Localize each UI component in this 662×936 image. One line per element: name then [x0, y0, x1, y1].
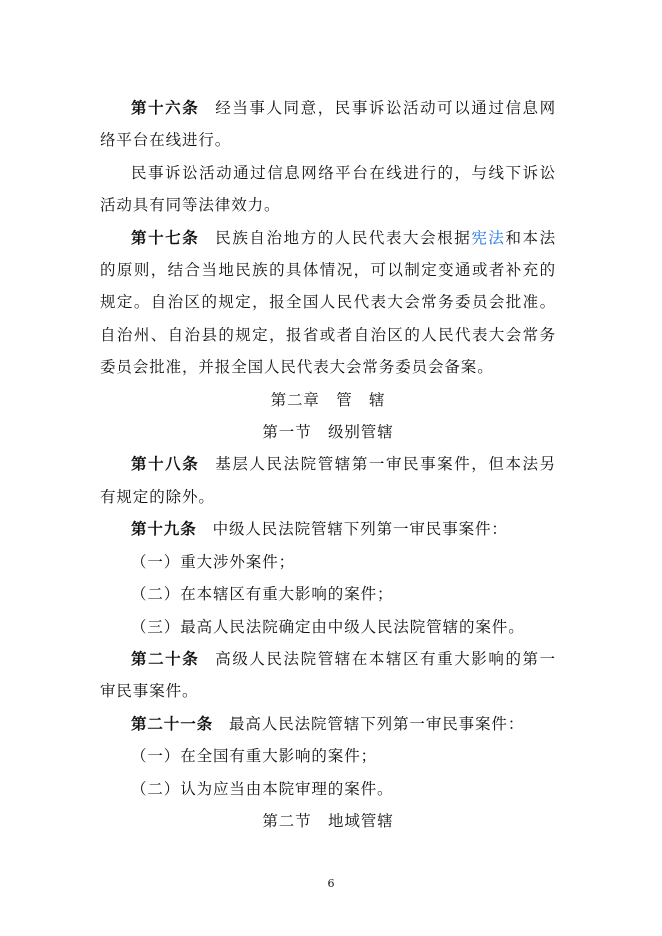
section-heading-1: 第一节 级别管辖 [262, 423, 394, 442]
article-16-text: 经当事人同意，民事诉讼活动可以通过信息网络平台在线进行。 [100, 99, 556, 150]
article-21-item: （二）认为应当由本院审理的案件。 [131, 779, 394, 798]
article-19 [100, 513, 556, 545]
document-body [100, 92, 556, 837]
article-19-label: 第十九条 [131, 520, 197, 539]
article-20-text: 高级人民法院管辖在本辖区有重大影响的第一审民事案件。 [100, 649, 556, 701]
article-18-text: 基层人民法院管辖第一审民事案件，但本法另有规定的除外。 [100, 455, 556, 506]
page-number: 6 [327, 877, 335, 890]
article-16-label: 第十六条 [131, 99, 200, 117]
article-18 [100, 448, 556, 513]
chapter-heading: 第二章 管 辖 [270, 390, 386, 409]
article-20-label: 第二十条 [131, 649, 200, 668]
article-21-item: （一）在全国有重大影响的案件； [131, 747, 378, 766]
article-19-item: （二）在本辖区有重大影响的案件； [131, 585, 394, 604]
article-19-item: （三）最高人民法院确定由中级人民法院管辖的案件。 [131, 617, 525, 636]
article-16-paragraph-2: 民事诉讼活动通过信息网络平台在线进行的，与线下诉讼活动具有同等法律效力。 [100, 163, 556, 215]
article-17-text-b: 和本法的原则，结合当地民族的具体情况，可以制定变通或者补充的规定。自治区的规定，报全国人民代表大会常务委员会批准。自治州、自治县的规定，报省或者自治区的人民代表大会常务委员会批准，并报全国人民代表大会常务委员会备案。 [100, 228, 556, 377]
article-19-text: 中级人民法院管辖下列第一审民事案件： [212, 520, 508, 539]
article-20 [100, 643, 556, 708]
article-17 [100, 222, 556, 384]
article-21-text: 最高人民法院管辖下列第一审民事案件： [229, 714, 525, 733]
article-17-text-a: 民族自治地方的人民代表大会根据 [215, 228, 472, 247]
article-17-label: 第十七条 [131, 228, 200, 247]
article-19-item: （一）重大涉外案件； [131, 552, 296, 571]
constitution-link[interactable]: 宪法 [471, 228, 506, 247]
article-18-label: 第十八条 [131, 455, 200, 474]
article-21 [100, 708, 556, 740]
section-heading-2: 第二节 地域管辖 [262, 811, 394, 830]
article-21-label: 第二十一条 [131, 714, 214, 733]
article-16 [100, 92, 556, 157]
